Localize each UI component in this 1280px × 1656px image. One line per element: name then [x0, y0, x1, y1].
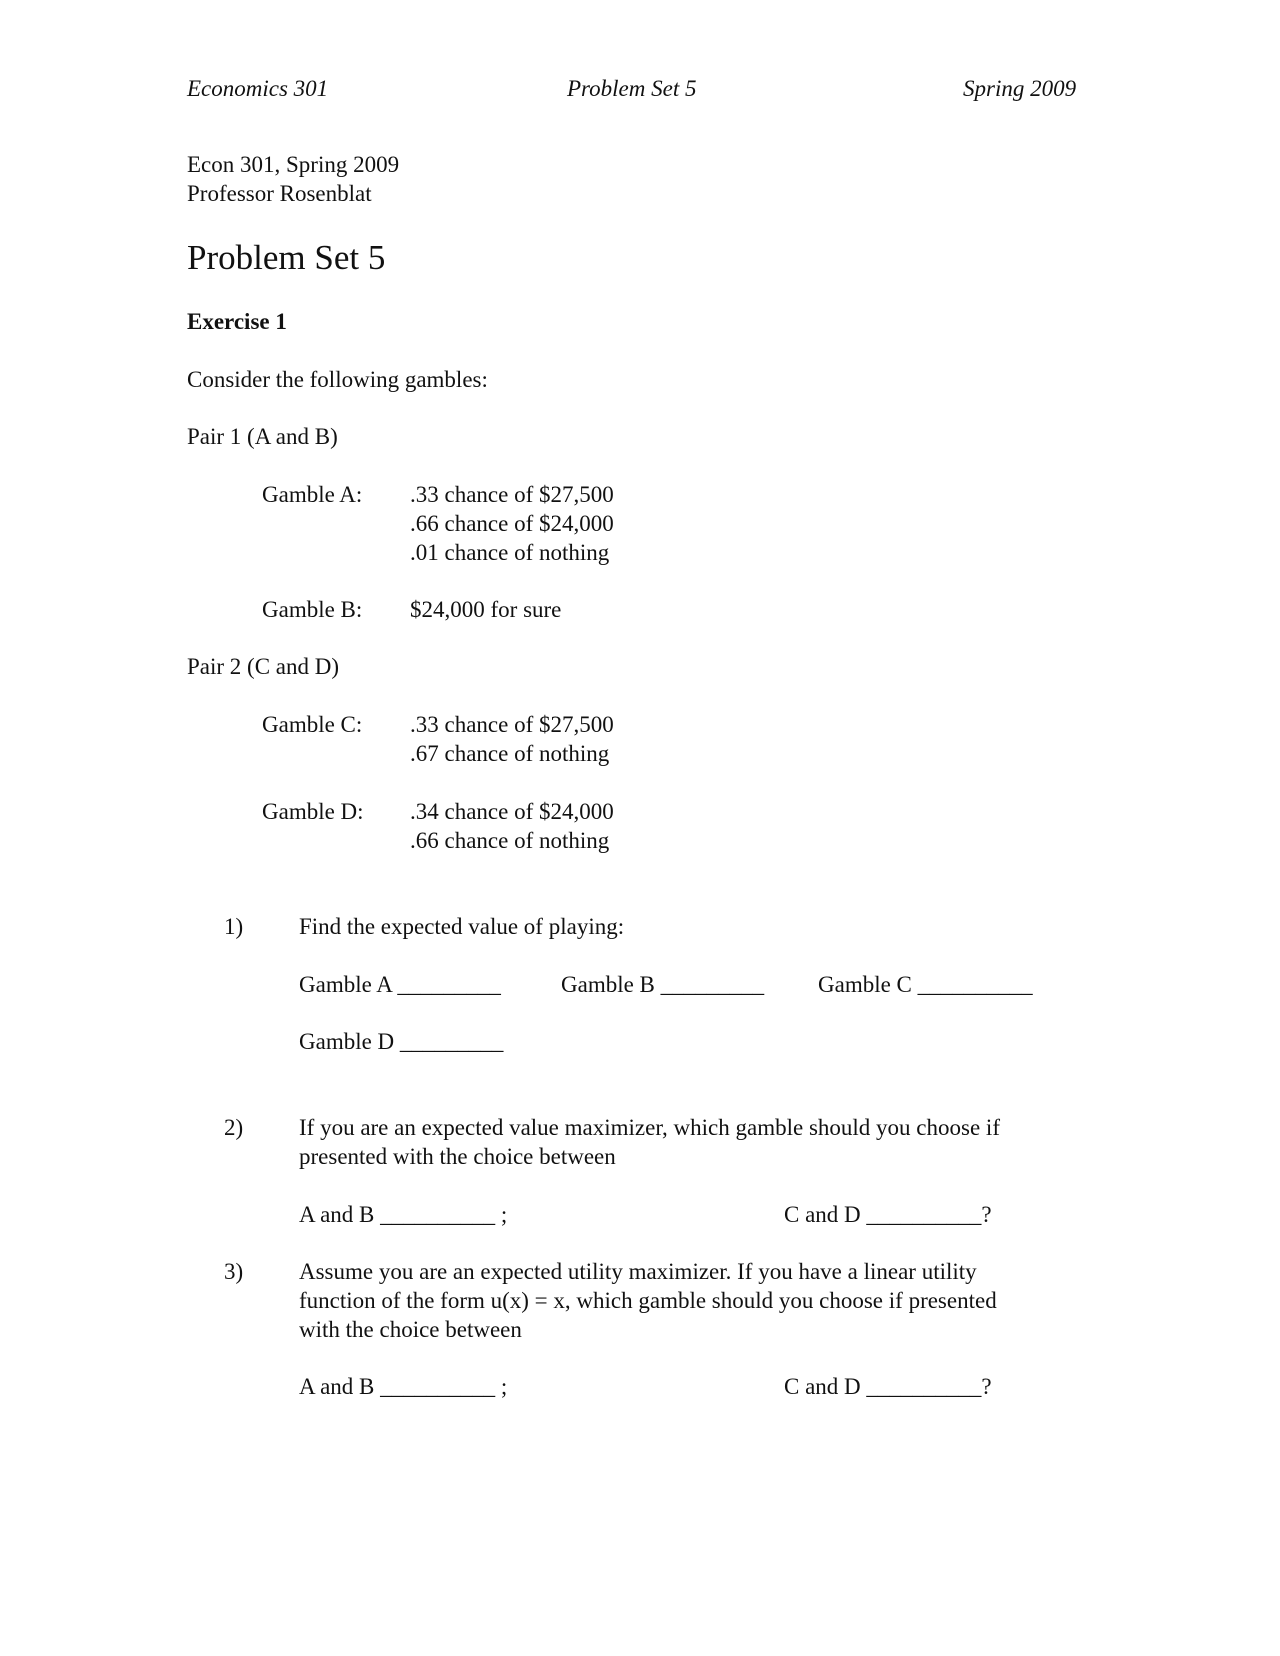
question-3-line: function of the form u(x) = x, which gamble should you choose if presented — [299, 1288, 997, 1313]
gamble-a-outcomes — [410, 480, 614, 567]
gamble-a-outcome: .66 chance of $24,000 — [410, 511, 614, 536]
gamble-d-label: Gamble D: — [262, 799, 364, 824]
gamble-a-outcome: .33 chance of $27,500 — [410, 482, 614, 507]
gamble-b-outcome: $24,000 for sure — [410, 597, 562, 622]
header-term: Spring 2009 — [963, 76, 1077, 101]
gamble-a-ev-blank[interactable]: Gamble A _________ — [299, 972, 501, 997]
question-3-number: 3) — [224, 1259, 244, 1284]
gamble-a-outcome: .01 chance of nothing — [410, 540, 610, 565]
question-2-line: If you are an expected value maximizer, which gamble should you choose if — [299, 1115, 1000, 1140]
question-1-number: 1) — [224, 914, 244, 939]
question-3-ab-blank[interactable]: A and B __________ ; — [299, 1374, 508, 1399]
pair-1-label: Pair 1 (A and B) — [187, 424, 338, 449]
gamble-d-outcomes — [410, 797, 614, 855]
pair-2-label: Pair 2 (C and D) — [187, 654, 340, 679]
question-2-text — [299, 1113, 1000, 1171]
gamble-c-outcome: .67 chance of nothing — [410, 741, 610, 766]
question-3-line: Assume you are an expected utility maximizer. If you have a linear utility — [299, 1259, 977, 1284]
question-3-text — [299, 1257, 997, 1344]
question-2-line: presented with the choice between — [299, 1144, 616, 1169]
exercise-heading: Exercise 1 — [187, 309, 287, 334]
gamble-d-ev-blank[interactable]: Gamble D _________ — [299, 1029, 504, 1054]
gamble-d-outcome: .66 chance of nothing — [410, 828, 610, 853]
question-2-cd-blank[interactable]: C and D __________? — [784, 1202, 992, 1227]
page-title: Problem Set 5 — [187, 238, 386, 277]
gamble-b-label: Gamble B: — [262, 597, 363, 622]
gamble-b-ev-blank[interactable]: Gamble B _________ — [561, 972, 765, 997]
gamble-a-label: Gamble A: — [262, 482, 363, 507]
gamble-c-outcome: .33 chance of $27,500 — [410, 712, 614, 737]
question-2-number: 2) — [224, 1115, 244, 1140]
header-title: Problem Set 5 — [567, 76, 697, 101]
course-line: Econ 301, Spring 2009 — [187, 152, 400, 177]
gamble-c-label: Gamble C: — [262, 712, 363, 737]
question-1-text: Find the expected value of playing: — [299, 914, 625, 939]
header-course: Economics 301 — [187, 76, 329, 101]
gamble-d-outcome: .34 chance of $24,000 — [410, 799, 614, 824]
exercise-intro: Consider the following gambles: — [187, 367, 488, 392]
professor-line: Professor Rosenblat — [187, 181, 372, 206]
question-3-cd-blank[interactable]: C and D __________? — [784, 1374, 992, 1399]
question-3-line: with the choice between — [299, 1317, 522, 1342]
question-2-ab-blank[interactable]: A and B __________ ; — [299, 1202, 508, 1227]
gamble-c-outcomes — [410, 710, 614, 768]
gamble-c-ev-blank[interactable]: Gamble C __________ — [818, 972, 1033, 997]
